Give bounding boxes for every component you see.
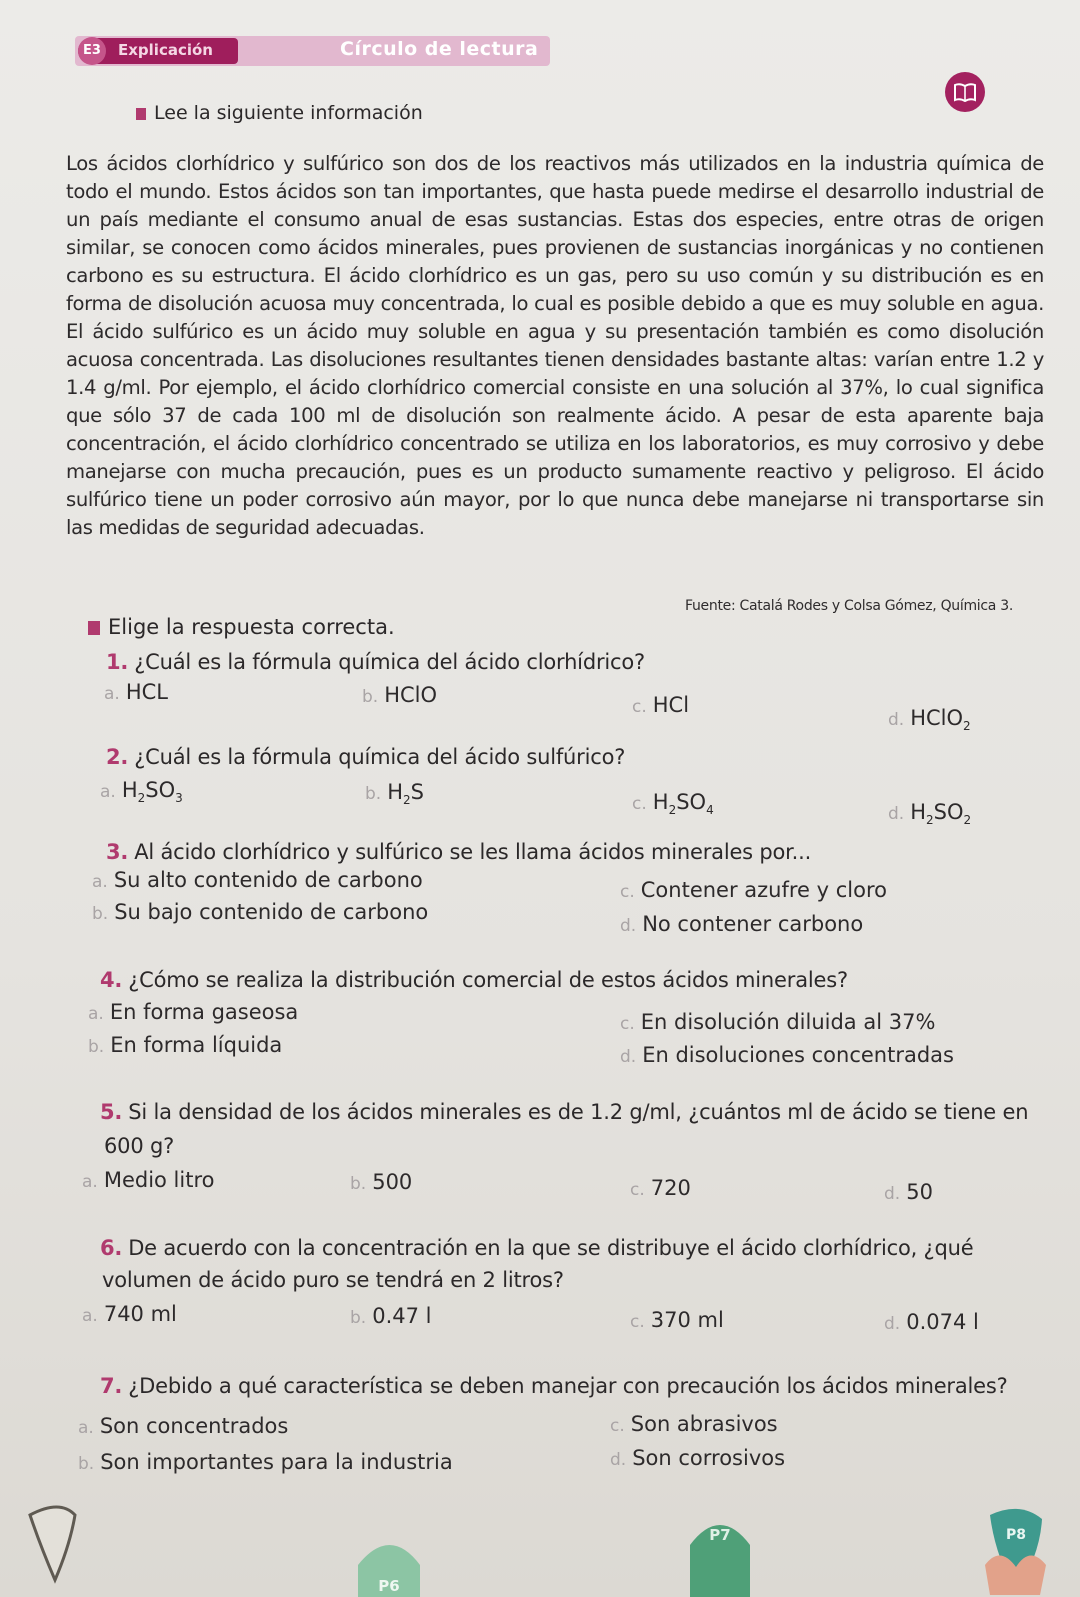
question-number: 4. [100,968,123,992]
question-3 [106,840,811,864]
question-number: 1. [106,650,129,674]
part1-instruction: Lee la siguiente información [154,102,423,124]
q2-option-a[interactable]: a. $H_2SO_3$ [100,778,183,806]
reading-passage: Los ácidos clorhídrico y sulfúrico son dos de los reactivos más utilizados en la industria química de todo el mundo. Estos ácidos son tan importantes, que hasta puede medirse el desarrollo industrial de un país mediante el consumo anual de esas sustancias. Estas dos especies, entre otras de origen similar, se conocen como ácidos minerales, pues provienen de sustancias inorgánicas y no contienen carbono es su estructura. El ácido clorhídrico es un gas, pero su uso común y su distribución es en forma de disolución acuosa muy concentrada, lo cual es posible debido a que es muy soluble en agua. El ácido sulfúrico es un ácido muy soluble en agua y su presentación también es como disolución acuosa concentrada. Las disoluciones resultantes tienen densidades bastante altas: varían entre 1.2 y 1.4 g/ml. Por ejemplo, el ácido clorhídrico comercial consiste en una solución al 37%, lo cual significa que sólo 37 de cada 100 ml de disolución son realmente ácido. A pesar de esta aparente baja concentración, el ácido clorhídrico concentrado se utiliza en los laboratorios, es muy corrosivo y debe manejarse con mucha precaución, pues es un producto sumamente reactivo y peligroso. El ácido sulfúrico tiene un poder corrosivo aún mayor, por lo que nunca debe manejarse ni transportarse sin las medidas de seguridad adecuadas. [66,152,1044,539]
q3-option-c[interactable]: c. Contener azufre y cloro [620,878,887,902]
q5-option-b[interactable]: b. 500 [350,1170,413,1194]
part1-marker [136,108,146,120]
q4-option-b[interactable]: b. En forma líquida [88,1033,283,1057]
question-4 [100,968,848,992]
question-text: ¿Debido a qué característica se deben manejar con precaución los ácidos minerales? [128,1374,1008,1398]
source-citation: Fuente: Catalá Rodes y Colsa Gómez, Química 3. [685,598,1013,614]
section-number-badge: E3 [78,37,106,65]
page-title: Círculo de lectura [340,38,539,60]
part2-marker [88,621,100,635]
q6-option-c[interactable]: c. 370 ml [630,1308,724,1332]
badge-p8: P8 [1005,1527,1027,1543]
question-number: 6. [100,1236,123,1260]
question-1 [106,650,645,674]
question-number: 7. [100,1374,123,1398]
question-number: 2. [106,745,129,769]
q2-option-b[interactable]: b. $H_2S$ [365,780,424,808]
book-icon [945,72,985,112]
question-text: ¿Cómo se realiza la distribución comercial de estos ácidos minerales? [128,968,848,992]
footer-decoration [0,1505,1080,1597]
q2-option-c[interactable]: c. $H_2SO_4$ [632,790,714,818]
q5-option-c[interactable]: c. 720 [630,1176,691,1200]
q3-option-d[interactable]: d. No contener carbono [620,912,864,936]
badge-p7: P7 [709,1526,731,1544]
q6-option-a[interactable]: a. 740 ml [82,1302,177,1326]
q1-option-b[interactable]: b. HClO [362,683,438,707]
question-5-continued: 600 g? [104,1134,175,1158]
q3-option-b[interactable]: b. Su bajo contenido de carbono [92,900,429,924]
footer-leaf-shape [30,1507,75,1580]
q7-option-b[interactable]: b. Son importantes para la industria [78,1450,453,1474]
part1-heading [136,102,423,124]
badge-p6: P6 [378,1577,400,1595]
question-5 [100,1100,1028,1124]
question-number: 5. [100,1100,123,1124]
q7-option-c[interactable]: c. Son abrasivos [610,1412,778,1436]
question-7 [100,1374,1008,1398]
q1-option-a[interactable]: a. HCL [104,680,168,704]
question-2 [106,745,625,769]
q4-option-d[interactable]: d. En disoluciones concentradas [620,1043,954,1067]
question-text: De acuerdo con la concentración en la que se distribuye el ácido clorhídrico, ¿qué [128,1236,974,1260]
question-text: Si la densidad de los ácidos minerales es de 1.2 g/ml, ¿cuántos ml de ácido se tiene en [128,1100,1029,1124]
part2-heading [88,615,395,639]
question-text: ¿Cuál es la fórmula química del ácido clorhídrico? [134,650,645,674]
q1-option-c[interactable]: c. HCl [632,693,690,717]
q7-option-a[interactable]: a. Son concentrados [78,1414,289,1438]
question-6-continued: volumen de ácido puro se tendrá en 2 litros? [102,1268,564,1292]
q6-option-b[interactable]: b. 0.47 l [350,1304,432,1328]
q4-option-a[interactable]: a. En forma gaseosa [88,1000,299,1024]
question-number: 3. [106,840,129,864]
q2-option-d[interactable]: d. $H_2SO_2$ [888,800,972,828]
question-text: Al ácido clorhídrico y sulfúrico se les llama ácidos minerales por... [134,840,812,864]
question-6 [100,1236,973,1260]
part2-instruction: Elige la respuesta correcta. [108,615,395,639]
q4-option-c[interactable]: c. En disolución diluida al 37% [620,1010,936,1034]
q6-option-d[interactable]: d. 0.074 l [884,1310,979,1334]
q5-option-a[interactable]: a. Medio litro [82,1168,215,1192]
q1-option-d[interactable]: d. HClO$_2$ [888,706,971,734]
question-text: ¿Cuál es la fórmula química del ácido sulfúrico? [134,745,626,769]
q3-option-a[interactable]: a. Su alto contenido de carbono [92,868,423,892]
q5-option-d[interactable]: d. 50 [884,1180,933,1204]
q7-option-d[interactable]: d. Son corrosivos [610,1446,786,1470]
section-label: Explicación [118,41,213,59]
